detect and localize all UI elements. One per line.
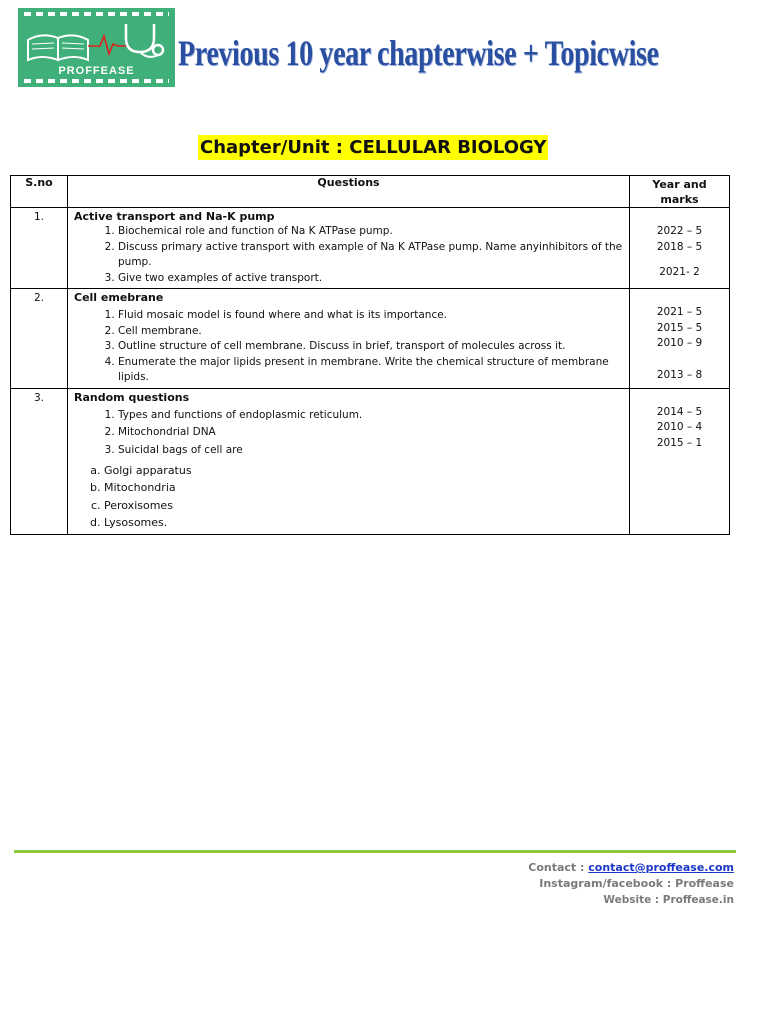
- chapter-title: Chapter/Unit : CELLULAR BIOLOGY: [200, 137, 547, 158]
- marks-entry: 2015 – 1: [656, 436, 703, 449]
- table-row: [11, 208, 730, 289]
- question-item: 1. Biochemical role and function of Na K ATPase pump.: [118, 224, 623, 240]
- contact-line: [528, 860, 734, 876]
- row-questions: [68, 388, 630, 534]
- topic-heading: Cell emebrane: [74, 291, 164, 304]
- book-stethoscope-icon: [18, 16, 175, 66]
- contact-label: Contact :: [528, 861, 589, 874]
- question-item: 2. Discuss primary active transport with example of Na K ATPase pump. Name anyinhibitors of the pump.: [118, 240, 623, 271]
- question-item: 2. Cell membrane.: [118, 324, 623, 340]
- marks-entry: 2021- 2: [659, 266, 700, 278]
- footer-divider: [14, 850, 736, 853]
- table-row: [11, 289, 730, 389]
- footer-contact: [528, 860, 734, 908]
- topic-heading: Random questions: [74, 390, 190, 404]
- header-banner: Previous 10 year chapterwise + Topicwise: [178, 33, 659, 73]
- row-sno: 1.: [11, 208, 68, 289]
- contact-email-link[interactable]: contact@proffease.com: [588, 861, 734, 874]
- question-item: 3. Give two examples of active transport.: [118, 271, 623, 287]
- film-strip-bottom: [24, 79, 169, 83]
- marks-entry: 2014 – 5: [656, 405, 703, 418]
- row-sno: 2.: [11, 289, 68, 389]
- question-list: [74, 224, 623, 286]
- questions-table: [10, 175, 730, 535]
- marks-entry: 2022 – 5: [656, 225, 703, 237]
- option-item: d. Lysosomes.: [104, 514, 623, 532]
- marks-entry: 2018 – 5: [656, 240, 703, 253]
- row-questions: [68, 208, 630, 289]
- row-sno: 3.: [11, 388, 68, 534]
- option-item: b. Mitochondria: [104, 479, 623, 497]
- header-marks: Year and marks: [630, 176, 730, 208]
- row-questions: [68, 289, 630, 389]
- question-item: 4. Enumerate the major lipids present in membrane. Write the chemical structure of membrane lipids.: [118, 355, 623, 386]
- marks-entry: 2010 – 9: [656, 337, 703, 349]
- option-list: [74, 462, 623, 532]
- option-item: a. Golgi apparatus: [104, 462, 623, 480]
- website-line: Website : Proffease.in: [603, 894, 734, 906]
- marks-entry: 2010 – 4: [656, 421, 703, 433]
- proffease-logo: [18, 8, 175, 87]
- question-list: [74, 407, 623, 460]
- table-header-row: [11, 176, 730, 208]
- question-item: 3. Suicidal bags of cell are: [118, 441, 623, 460]
- topic-heading: Active transport and Na-K pump: [74, 210, 275, 223]
- question-list: [74, 308, 623, 386]
- social-line: Instagram/facebook : Proffease: [539, 877, 734, 890]
- option-item: c. Peroxisomes: [104, 497, 623, 515]
- marks-entry: 2021 – 5: [656, 306, 703, 318]
- marks-entry: 2015 – 5: [656, 321, 703, 334]
- question-item: 3. Outline structure of cell membrane. Discuss in brief, transport of molecules across it.: [118, 339, 623, 355]
- question-item: 1. Types and functions of endoplasmic reticulum.: [118, 407, 623, 424]
- header-sno: S.no: [11, 176, 68, 208]
- header-questions: Questions: [68, 176, 630, 208]
- question-item: 1. Fluid mosaic model is found where and what is its importance.: [118, 308, 623, 324]
- row-marks: [630, 208, 730, 289]
- question-item: 2. Mitochondrial DNA: [118, 424, 623, 441]
- row-marks: [630, 289, 730, 389]
- marks-entry: 2013 – 8: [656, 368, 703, 381]
- row-marks: [630, 388, 730, 534]
- table-row: [11, 388, 730, 534]
- logo-text: PROFFEASE: [58, 65, 135, 77]
